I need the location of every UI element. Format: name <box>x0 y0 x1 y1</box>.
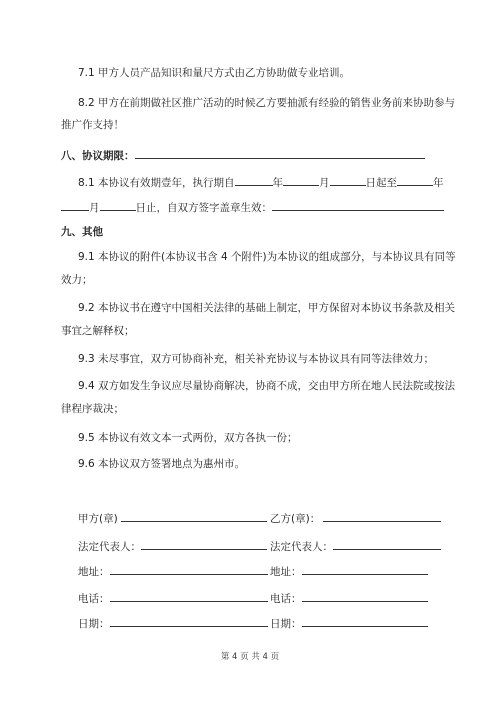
party-a-date-blank[interactable] <box>110 615 268 627</box>
party-a-seal-row <box>78 510 267 526</box>
section-9-heading: 九、其他 <box>61 226 103 238</box>
party-b-rep-blank[interactable] <box>333 538 441 550</box>
term-blank[interactable] <box>135 147 425 159</box>
party-a-rep-blank[interactable] <box>141 538 267 550</box>
clause-9-5: 9.5 本协议有效文本一式两份，双方各执一份； <box>78 432 298 444</box>
party-b-date-row <box>270 615 428 631</box>
party-b-phone-label: 电话： <box>270 593 302 605</box>
party-b-address-label: 地址： <box>270 566 302 578</box>
clause-9-4-line1: 9.4 双方如发生争议应尽量协商解决，协商不成，交由甲方所在地人民法院或按法 <box>78 380 456 392</box>
clause-8-2-line1: 8.2 甲方在前期做社区推广活动的时候乙方要抽派有经验的销售业务前来协助参与 <box>78 97 456 109</box>
clause-8-1-line1 <box>78 174 444 190</box>
party-a-seal-label: 甲方(章) <box>78 513 118 525</box>
clause-9-2-line2: 事宜之解释权； <box>61 325 135 337</box>
party-b-address-row <box>270 563 428 579</box>
section-8-heading <box>61 147 425 163</box>
clause-8-2-line2: 推广作支持！ <box>61 119 124 131</box>
clause-9-2-line1: 9.2 本协议书在遵守中国相关法律的基础上制定，甲方保留对本协议书条款及相关 <box>78 302 456 314</box>
party-b-date-label: 日期： <box>270 618 302 630</box>
party-a-phone-row <box>78 590 268 606</box>
clause-8-1-text-g: 日止，自双方签字盖章生效： <box>135 202 272 214</box>
party-b-date-blank[interactable] <box>302 615 428 627</box>
party-b-seal-label: 乙方(章)： <box>270 513 321 525</box>
clause-8-1-text-a: 8.1 本协议有效期壹年，执行期自 <box>78 177 235 189</box>
page-number-footer: 第 4 页 共 4 页 <box>220 652 280 662</box>
clause-9-1-line1: 9.1 本协议的附件(本协议书含 4 个附件)为本协议的组成部分，与本协议具有同等 <box>78 251 456 263</box>
section-8-title: 八、协议期限： <box>61 150 135 162</box>
party-b-phone-blank[interactable] <box>302 590 428 602</box>
clause-8-1-text-d: 日起至 <box>365 177 398 189</box>
clause-7-1: 7.1 甲方人员产品知识和量尺方式由乙方协助做专业培训。 <box>78 67 351 79</box>
end-year-blank-cont[interactable] <box>61 199 89 211</box>
party-a-phone-blank[interactable] <box>110 590 268 602</box>
party-b-rep-row <box>270 538 441 554</box>
clause-9-4-line2: 律程序裁决； <box>61 403 124 415</box>
end-month-blank[interactable] <box>100 199 136 211</box>
end-year-blank[interactable] <box>397 174 433 186</box>
clause-8-1-text-b: 年 <box>272 177 284 189</box>
start-month-blank[interactable] <box>283 174 319 186</box>
party-a-address-label: 地址： <box>78 566 110 578</box>
party-a-date-label: 日期： <box>78 618 110 630</box>
party-a-address-blank[interactable] <box>110 563 268 575</box>
clause-9-6: 9.6 本协议双方签署地点为惠州市。 <box>78 458 246 470</box>
effective-blank[interactable] <box>272 199 444 211</box>
party-b-rep-label: 法定代表人： <box>270 541 333 553</box>
party-a-date-row <box>78 615 268 631</box>
party-b-address-blank[interactable] <box>302 563 428 575</box>
clause-8-1-text-f: 月 <box>89 202 100 214</box>
party-b-seal-row <box>270 510 441 526</box>
party-b-phone-row <box>270 590 428 606</box>
party-a-rep-label: 法定代表人： <box>78 541 141 553</box>
party-a-seal-blank[interactable] <box>121 510 267 522</box>
clause-9-3: 9.3 未尽事宜，双方可协商补充，相关补充协议与本协议具有同等法律效力； <box>78 353 435 365</box>
start-day-blank[interactable] <box>330 174 366 186</box>
party-a-rep-row <box>78 538 267 554</box>
clause-8-1-text-c: 月 <box>319 177 330 189</box>
party-a-address-row <box>78 563 268 579</box>
clause-8-1-text-e: 年 <box>433 177 444 189</box>
party-a-phone-label: 电话： <box>78 593 110 605</box>
clause-8-1-line2 <box>61 199 444 215</box>
start-year-blank[interactable] <box>235 174 273 186</box>
party-b-seal-blank[interactable] <box>323 510 441 522</box>
clause-9-1-line2: 效力； <box>61 274 93 286</box>
